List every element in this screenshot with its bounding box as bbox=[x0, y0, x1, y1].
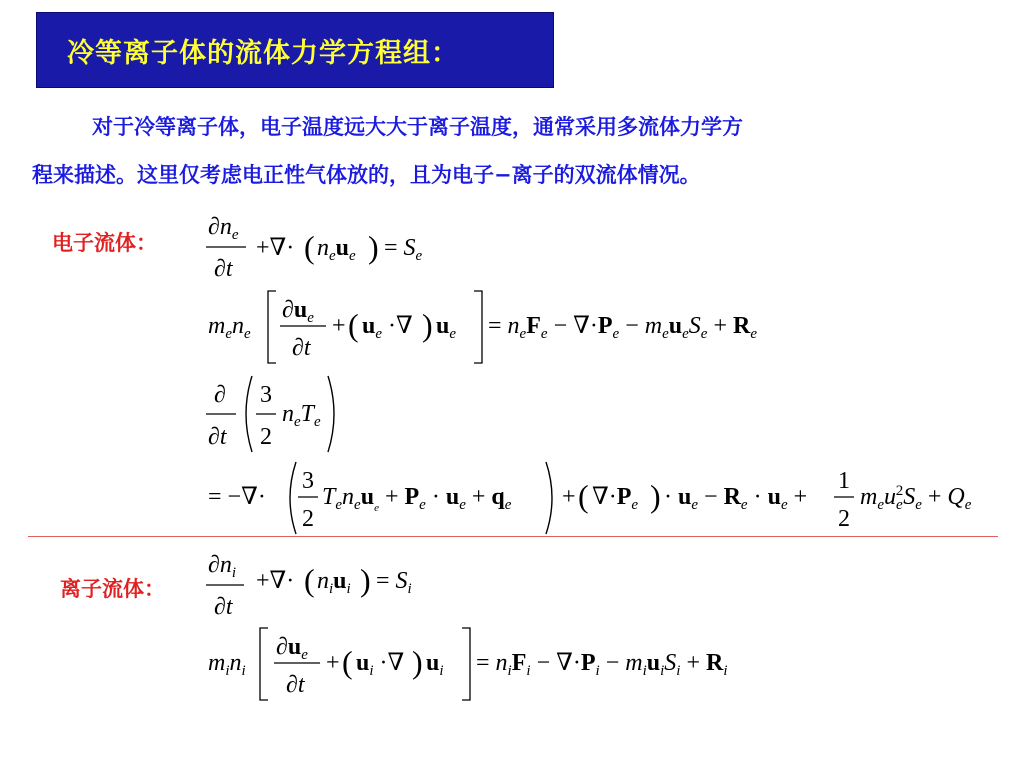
svg-text:= −∇·: = −∇· bbox=[208, 484, 266, 510]
svg-text:∂t: ∂t bbox=[292, 335, 311, 361]
svg-text:): ) bbox=[422, 307, 433, 343]
svg-text:∇·Pe: $\nabla\cdot P_e$ bbox=[592, 484, 639, 513]
svg-text:Teneue + Pe · ue + qe: $T_en_eu_e + P_e \cdot u_e + q_e$ bbox=[322, 484, 512, 514]
svg-text:= niFi − ∇·Pi − miuiSi + Ri: = $n_iF_i - \nabla\cdot P_i - m_iu_iS_i + R_i$ bbox=[476, 650, 728, 679]
svg-text:∂t: ∂t bbox=[214, 256, 233, 282]
svg-text:3: 3 bbox=[302, 468, 314, 494]
svg-text:neTe: $n_eT_e$ bbox=[282, 401, 321, 430]
svg-text:meue2Se + Qe: $m_eu_e2S_e + Q_e$ bbox=[860, 483, 972, 513]
svg-text:(: ( bbox=[304, 229, 315, 265]
svg-text:niui: $n_iu_i$ bbox=[317, 568, 351, 597]
svg-text:∂ni: $\partial n_i$ bbox=[208, 552, 237, 581]
section-divider bbox=[28, 536, 998, 537]
svg-text:∂t: ∂t bbox=[286, 672, 305, 698]
intro-paragraph bbox=[32, 103, 992, 199]
svg-text:mene: $m_en_e$ bbox=[208, 313, 251, 342]
svg-text:ui: $u_i$ bbox=[426, 650, 444, 679]
svg-text:= Se: = $S_e$ bbox=[384, 235, 423, 264]
svg-text:(: ( bbox=[342, 644, 353, 680]
svg-text:∂t: ∂t bbox=[208, 424, 227, 450]
intro-line-2: 程来描述。这里仅考虑电正性气体放的，且为电子−离子的双流体情况。 bbox=[32, 163, 701, 187]
svg-text:): ) bbox=[650, 478, 661, 514]
svg-text:): ) bbox=[368, 229, 379, 265]
svg-text:∂t: ∂t bbox=[214, 594, 233, 620]
svg-text:(: ( bbox=[348, 307, 359, 343]
intro-line-1: 对于冷等离子体，电子温度远大大于离子温度，通常采用多流体力学方 bbox=[92, 115, 743, 139]
svg-text:): ) bbox=[412, 644, 423, 680]
svg-text:(: ( bbox=[304, 562, 315, 598]
svg-text:∂ue: $\partial u_e$ bbox=[282, 297, 314, 326]
svg-text:+: + bbox=[332, 313, 346, 339]
svg-text:ue ·∇: $u_e$ ·∇ bbox=[362, 313, 413, 342]
svg-text:· ue − Re · ue +: · $u_e - R_e \cdot u_e$ + bbox=[664, 484, 808, 513]
svg-text:+∇·: +∇· bbox=[256, 235, 295, 261]
electron-energy-lhs bbox=[200, 372, 360, 456]
ion-momentum-equation bbox=[200, 624, 820, 704]
svg-text:2: 2 bbox=[838, 506, 850, 532]
electron-fluid-label: 电子流体： bbox=[52, 231, 157, 255]
svg-text:= neFe − ∇·Pe − meueSe + Re: = $n_eF_e - \nabla\cdot P_e - m_eu_eS_e + R_e$ bbox=[488, 313, 758, 342]
svg-text:ue: $u_e$ bbox=[436, 313, 457, 342]
svg-text:∂: ∂ bbox=[214, 382, 226, 408]
ion-continuity-equation bbox=[200, 542, 460, 622]
svg-text:2: 2 bbox=[302, 506, 314, 532]
svg-text:mini: $m_in_i$ bbox=[208, 650, 246, 679]
ion-fluid-label: 离子流体： bbox=[60, 577, 165, 601]
svg-text:+: + bbox=[562, 484, 576, 510]
svg-text:1: 1 bbox=[838, 468, 850, 494]
svg-text:neue: $n_eu_e$ bbox=[317, 235, 356, 264]
svg-text:): ) bbox=[360, 562, 371, 598]
slide-title: 冷等离子体的流体力学方程组： bbox=[67, 37, 459, 69]
svg-text:= Si: = $S_i$ bbox=[376, 568, 412, 597]
svg-text:+: + bbox=[326, 650, 340, 676]
title-box bbox=[36, 12, 554, 88]
svg-text:2: 2 bbox=[260, 424, 272, 450]
svg-text:(: ( bbox=[578, 478, 589, 514]
electron-momentum-equation bbox=[200, 287, 820, 367]
svg-text:∂ue: $\partial u_e$ bbox=[276, 634, 308, 663]
electron-continuity-equation bbox=[200, 204, 460, 284]
svg-text:ui ·∇: $u_i$ ·∇ bbox=[356, 650, 405, 679]
svg-text:∂ne: $\partial n_e$ bbox=[208, 214, 239, 243]
svg-text:3: 3 bbox=[260, 382, 272, 408]
svg-text:+∇·: +∇· bbox=[256, 568, 295, 594]
electron-energy-rhs bbox=[200, 458, 1000, 538]
